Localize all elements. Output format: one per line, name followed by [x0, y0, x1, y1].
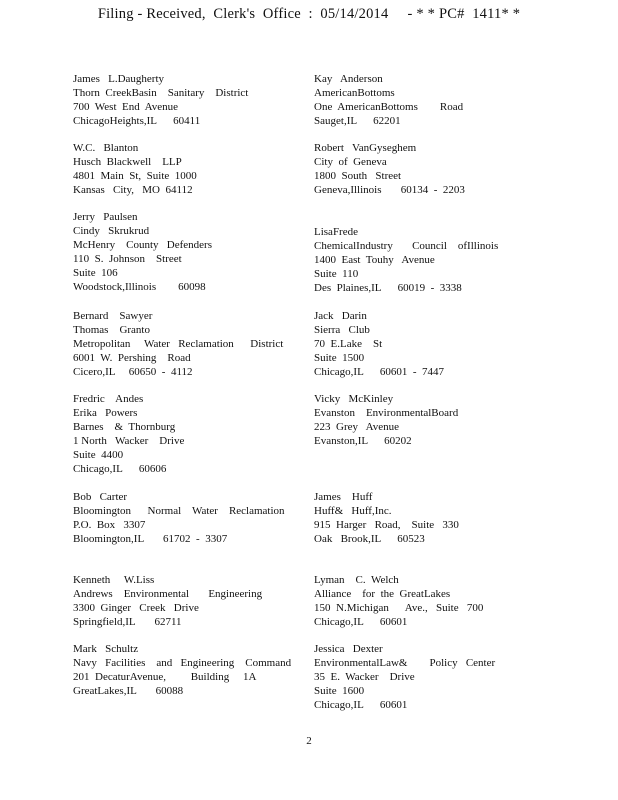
address-block — [73, 210, 212, 294]
address-line: 700 West End Avenue — [73, 101, 179, 113]
address-line: 110 S. Johnson Street — [73, 253, 182, 265]
address-line: Erika Powers — [73, 407, 138, 419]
contact-name: Kenneth W.Liss — [73, 574, 155, 586]
address-line: Evanston EnvironmentalBoard — [314, 407, 459, 419]
address-block — [314, 642, 495, 712]
filing-stamp-header: Filing - Received, Clerk's Office : 05/14/2014 - * * PC# 1411* * — [97, 6, 521, 22]
address-line: 70 E.Lake St — [314, 338, 383, 350]
address-line: 1800 South Street — [314, 170, 402, 182]
address-block — [73, 392, 184, 476]
address-line: Chicago,IL 60601 - 7447 — [314, 366, 445, 378]
address-line: McHenry County Defenders — [73, 239, 212, 251]
contact-name: Mark Schultz — [73, 643, 139, 655]
address-line: 201 DecaturAvenue, Building 1A — [73, 671, 257, 683]
address-line: Suite 4400 — [73, 449, 124, 461]
address-line: Navy Facilities and Engineering Command — [73, 657, 292, 669]
address-block — [73, 141, 197, 197]
address-line: 915 Harger Road, Suite 330 — [314, 519, 459, 531]
address-line: Cindy Skrukrud — [73, 225, 150, 237]
address-block — [73, 490, 285, 546]
address-line: Cicero,IL 60650 - 4112 — [73, 366, 193, 378]
address-line: 3300 Ginger Creek Drive — [73, 602, 199, 614]
address-block — [314, 141, 465, 197]
address-line: Bloomington Normal Water Reclamation — [73, 505, 285, 517]
address-line: 223 Grey Avenue — [314, 421, 400, 433]
address-line: Husch Blackwell LLP — [73, 156, 182, 168]
address-line: Suite 106 — [73, 267, 118, 279]
address-block — [314, 573, 483, 629]
address-line: Woodstock,Illinois 60098 — [73, 281, 206, 293]
contact-name: Kay Anderson — [314, 73, 383, 85]
address-block — [314, 225, 498, 295]
address-line: GreatLakes,IL 60088 — [73, 685, 184, 697]
contact-name: W.C. Blanton — [73, 142, 139, 154]
address-line: Thomas Granto — [73, 324, 150, 336]
address-line: 6001 W. Pershing Road — [73, 352, 191, 364]
address-block — [73, 72, 248, 128]
page-number: 2 — [306, 735, 312, 747]
address-line: Chicago,IL 60601 — [314, 699, 408, 711]
address-line: 4801 Main St, Suite 1000 — [73, 170, 197, 182]
address-line: P.O. Box 3307 — [73, 519, 146, 531]
address-line: Chicago,IL 60606 — [73, 463, 167, 475]
address-line: 35 E. Wacker Drive — [314, 671, 415, 683]
address-line: Des Plaines,IL 60019 - 3338 — [314, 282, 462, 294]
address-line: Andrews Environmental Engineering — [73, 588, 263, 600]
address-line: Alliance for the GreatLakes — [314, 588, 451, 600]
address-line: Sierra Club — [314, 324, 370, 336]
address-block — [314, 392, 458, 448]
address-line: AmericanBottoms — [314, 87, 395, 99]
address-line: Springfield,IL 62711 — [73, 616, 182, 628]
address-line: Thorn CreekBasin Sanitary District — [73, 87, 249, 99]
contact-name: James L.Daugherty — [73, 73, 165, 85]
contact-name: LisaFrede — [314, 226, 358, 238]
contact-name: James Huff — [314, 491, 373, 503]
address-line: Barnes & Thornburg — [73, 421, 176, 433]
contact-name: Jessica Dexter — [314, 643, 383, 655]
address-line: Geneva,Illinois 60134 - 2203 — [314, 184, 465, 196]
address-line: Metropolitan Water Reclamation District — [73, 338, 284, 350]
address-line: City of Geneva — [314, 156, 387, 168]
address-block — [314, 490, 459, 546]
address-line: 1 North Wacker Drive — [73, 435, 185, 447]
address-line: EnvironmentalLaw& Policy Center — [314, 657, 496, 669]
address-line: Kansas City, MO 64112 — [73, 184, 193, 196]
address-block — [73, 642, 291, 698]
address-line: Chicago,IL 60601 — [314, 616, 408, 628]
address-line: ChicagoHeights,IL 60411 — [73, 115, 201, 127]
address-block — [73, 573, 262, 629]
address-block — [314, 309, 444, 379]
contact-name: Bob Carter — [73, 491, 128, 503]
contact-name: Vicky McKinley — [314, 393, 394, 405]
address-line: ChemicalIndustry Council ofIllinois — [314, 240, 499, 252]
address-block — [73, 309, 283, 379]
contact-name: Lyman C. Welch — [314, 574, 399, 586]
contact-name: Jack Darin — [314, 310, 367, 322]
contact-name: Bernard Sawyer — [73, 310, 153, 322]
address-line: Huff& Huff,Inc. — [314, 505, 392, 517]
address-line: One AmericanBottoms Road — [314, 101, 464, 113]
address-line: Suite 1600 — [314, 685, 365, 697]
address-line: 150 N.Michigan Ave., Suite 700 — [314, 602, 484, 614]
contact-name: Robert VanGyseghem — [314, 142, 417, 154]
address-line: Sauget,IL 62201 — [314, 115, 401, 127]
contact-name: Jerry Paulsen — [73, 211, 138, 223]
address-line: 1400 East Touhy Avenue — [314, 254, 435, 266]
address-block — [314, 72, 463, 128]
address-line: Bloomington,IL 61702 - 3307 — [73, 533, 228, 545]
contact-name: Fredric Andes — [73, 393, 144, 405]
address-line: Suite 110 — [314, 268, 359, 280]
address-line: Oak Brook,IL 60523 — [314, 533, 425, 545]
address-line: Evanston,IL 60202 — [314, 435, 412, 447]
address-line: Suite 1500 — [314, 352, 365, 364]
